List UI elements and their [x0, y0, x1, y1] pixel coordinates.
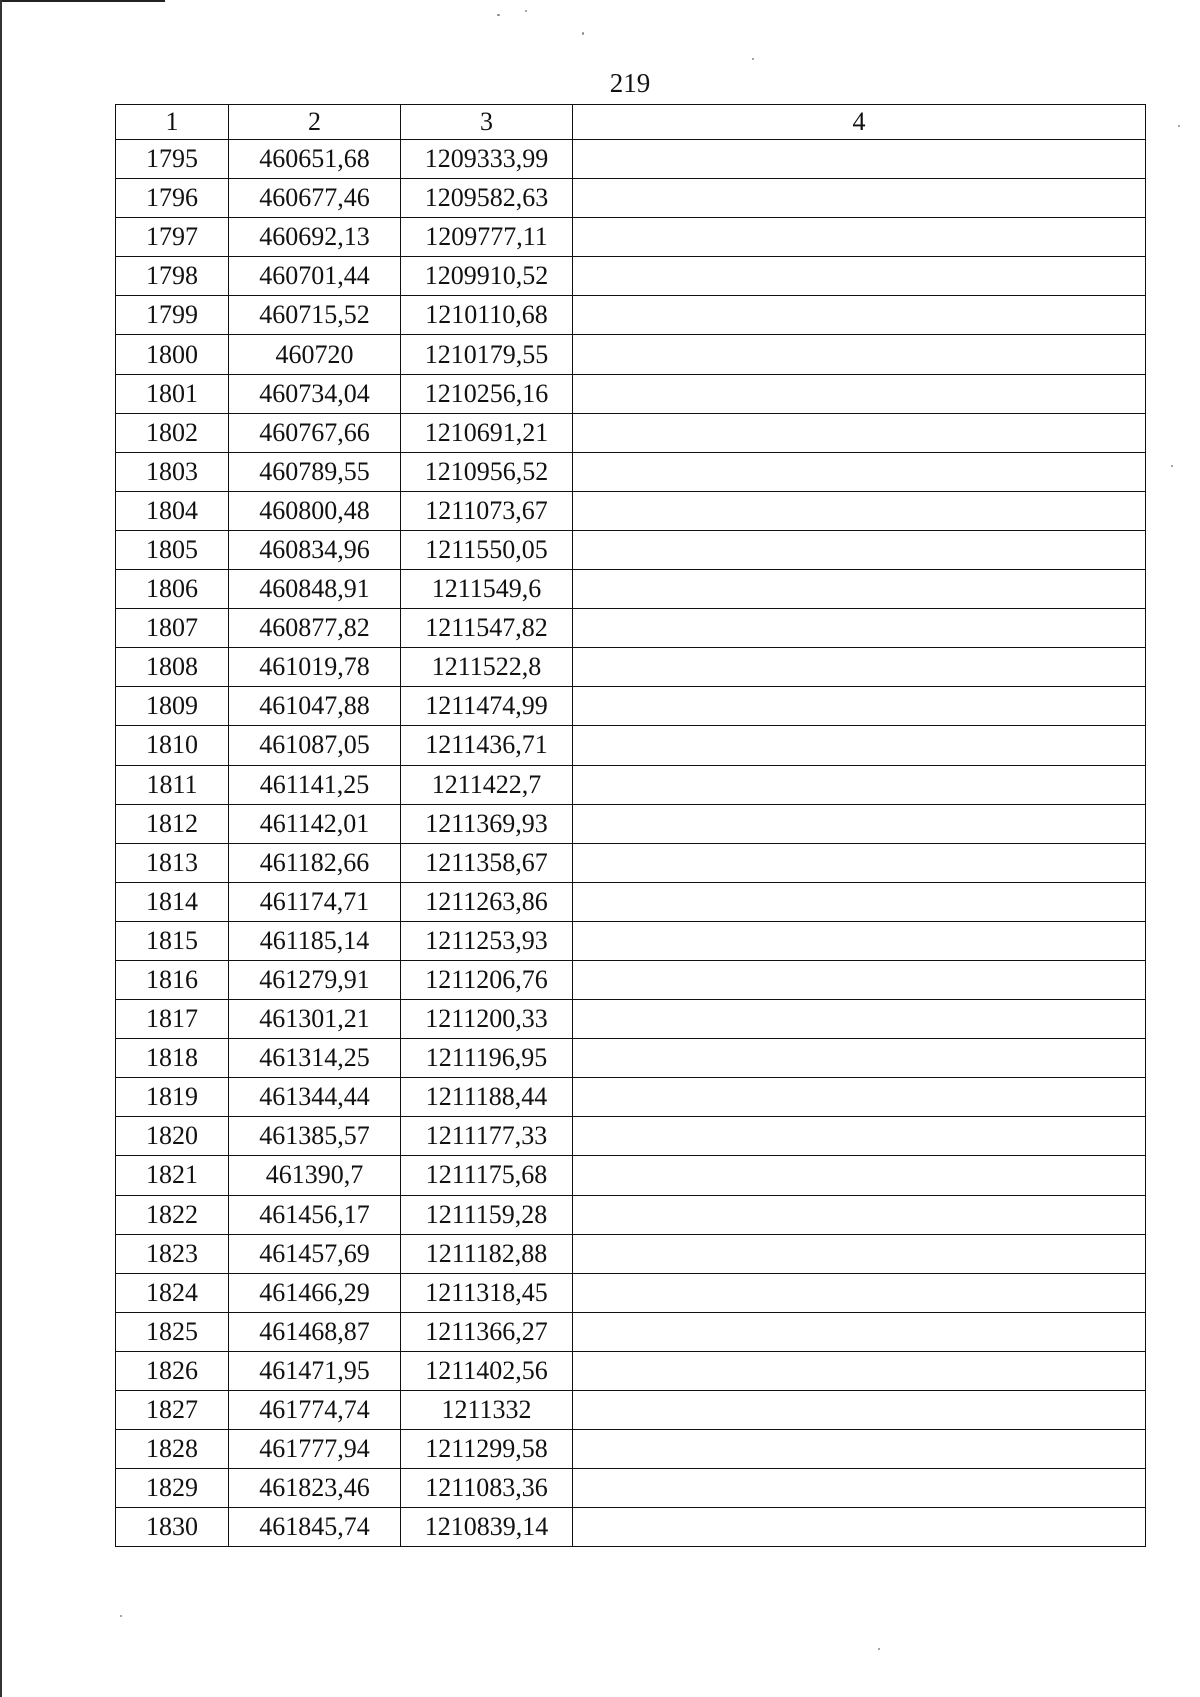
- table-cell: 1805: [116, 530, 229, 569]
- table-cell: 1211332: [401, 1391, 573, 1430]
- table-cell: 1819: [116, 1078, 229, 1117]
- table-row: [116, 1469, 1146, 1508]
- table-row: [116, 882, 1146, 921]
- table-cell: 1210256,16: [401, 374, 573, 413]
- table-cell: 461019,78: [229, 648, 401, 687]
- table-cell: 460877,82: [229, 609, 401, 648]
- table-cell: 1802: [116, 413, 229, 452]
- table-cell: 461466,29: [229, 1273, 401, 1312]
- table-cell: 1211547,82: [401, 609, 573, 648]
- table-row: [116, 452, 1146, 491]
- column-header: 3: [401, 105, 573, 140]
- table-header-row: [116, 105, 1146, 140]
- table-cell: 1824: [116, 1273, 229, 1312]
- table-row: [116, 530, 1146, 569]
- table-cell: [573, 1391, 1146, 1430]
- table-row: [116, 1273, 1146, 1312]
- table-cell: 461468,87: [229, 1312, 401, 1351]
- table-cell: 461301,21: [229, 1000, 401, 1039]
- table-cell: 1211369,93: [401, 804, 573, 843]
- table-row: [116, 1039, 1146, 1078]
- table-cell: [573, 1312, 1146, 1351]
- table-cell: 1211200,33: [401, 1000, 573, 1039]
- table-cell: [573, 1351, 1146, 1390]
- table-cell: [573, 374, 1146, 413]
- table-row: [116, 1430, 1146, 1469]
- table-row: [116, 1117, 1146, 1156]
- table-cell: 1211083,36: [401, 1469, 573, 1508]
- table-cell: [573, 1078, 1146, 1117]
- page-number: 219: [609, 68, 651, 98]
- table-cell: [573, 257, 1146, 296]
- table-row: [116, 1000, 1146, 1039]
- table-cell: 1211253,93: [401, 921, 573, 960]
- table-cell: 461087,05: [229, 726, 401, 765]
- table-cell: 1810: [116, 726, 229, 765]
- table-cell: 1211366,27: [401, 1312, 573, 1351]
- table-cell: [573, 687, 1146, 726]
- table-row: [116, 179, 1146, 218]
- table-cell: 1211550,05: [401, 530, 573, 569]
- table-cell: 461777,94: [229, 1430, 401, 1469]
- table-cell: 1817: [116, 1000, 229, 1039]
- table-cell: 461774,74: [229, 1391, 401, 1430]
- table-cell: 461185,14: [229, 921, 401, 960]
- table-cell: 1816: [116, 960, 229, 999]
- table-row: [116, 570, 1146, 609]
- scan-speck: [120, 1615, 122, 1617]
- scan-speck: [525, 10, 527, 12]
- table-row: [116, 374, 1146, 413]
- table-cell: 1211474,99: [401, 687, 573, 726]
- table-cell: [573, 1039, 1146, 1078]
- table-cell: 1828: [116, 1430, 229, 1469]
- table-cell: 1210179,55: [401, 335, 573, 374]
- table-cell: 461047,88: [229, 687, 401, 726]
- table-cell: 1211159,28: [401, 1195, 573, 1234]
- table-row: [116, 609, 1146, 648]
- table-cell: 461141,25: [229, 765, 401, 804]
- table-cell: [573, 1469, 1146, 1508]
- table-cell: 1209582,63: [401, 179, 573, 218]
- table-cell: [573, 1000, 1146, 1039]
- table-cell: 1210956,52: [401, 452, 573, 491]
- table-row: [116, 491, 1146, 530]
- table-cell: [573, 1508, 1146, 1547]
- table-cell: [573, 1430, 1146, 1469]
- column-header: 4: [573, 105, 1146, 140]
- table-cell: 461174,71: [229, 882, 401, 921]
- scan-speck: [497, 14, 500, 16]
- table-cell: 461457,69: [229, 1234, 401, 1273]
- table-cell: [573, 1234, 1146, 1273]
- coordinates-table: [115, 104, 1146, 1547]
- table-cell: 1211318,45: [401, 1273, 573, 1312]
- table-cell: 461279,91: [229, 960, 401, 999]
- table-row: [116, 1156, 1146, 1195]
- table-row: [116, 648, 1146, 687]
- table-cell: 460701,44: [229, 257, 401, 296]
- table-cell: [573, 1156, 1146, 1195]
- table-cell: 1211549,6: [401, 570, 573, 609]
- table-cell: 461845,74: [229, 1508, 401, 1547]
- table-cell: [573, 921, 1146, 960]
- scan-speck: [878, 1648, 880, 1650]
- table-cell: 1211263,86: [401, 882, 573, 921]
- table-cell: 1211206,76: [401, 960, 573, 999]
- scan-edge-top: [0, 0, 165, 2]
- table-cell: 1211522,8: [401, 648, 573, 687]
- table-cell: [573, 530, 1146, 569]
- table-row: [116, 1391, 1146, 1430]
- table-cell: 1211436,71: [401, 726, 573, 765]
- table-row: [116, 1078, 1146, 1117]
- scan-speck: [752, 58, 754, 60]
- table-cell: 1210110,68: [401, 296, 573, 335]
- table-cell: 1795: [116, 140, 229, 179]
- table-cell: 461314,25: [229, 1039, 401, 1078]
- table-cell: 461823,46: [229, 1469, 401, 1508]
- table-row: [116, 960, 1146, 999]
- table-row: [116, 1351, 1146, 1390]
- table-row: [116, 1234, 1146, 1273]
- table-cell: 1211299,58: [401, 1430, 573, 1469]
- table-cell: 460834,96: [229, 530, 401, 569]
- table-cell: 1209333,99: [401, 140, 573, 179]
- table-cell: 1211402,56: [401, 1351, 573, 1390]
- table-cell: 1822: [116, 1195, 229, 1234]
- table-cell: 460800,48: [229, 491, 401, 530]
- table-cell: 1827: [116, 1391, 229, 1430]
- table-cell: 1803: [116, 452, 229, 491]
- table-cell: 1210839,14: [401, 1508, 573, 1547]
- table-cell: [573, 218, 1146, 257]
- table-cell: 1815: [116, 921, 229, 960]
- table-cell: 1814: [116, 882, 229, 921]
- table-cell: [573, 1117, 1146, 1156]
- table-row: [116, 413, 1146, 452]
- table-cell: 460677,46: [229, 179, 401, 218]
- table-cell: 1829: [116, 1469, 229, 1508]
- table-cell: 1801: [116, 374, 229, 413]
- table-cell: 1209910,52: [401, 257, 573, 296]
- table-row: [116, 296, 1146, 335]
- table-cell: [573, 140, 1146, 179]
- table-cell: 1825: [116, 1312, 229, 1351]
- table-cell: [573, 882, 1146, 921]
- table-cell: 1211188,44: [401, 1078, 573, 1117]
- table-cell: [573, 804, 1146, 843]
- table-cell: 1211358,67: [401, 843, 573, 882]
- table-cell: [573, 960, 1146, 999]
- table-cell: 1211196,95: [401, 1039, 573, 1078]
- table-row: [116, 726, 1146, 765]
- table-cell: 1797: [116, 218, 229, 257]
- table-cell: 1813: [116, 843, 229, 882]
- table-cell: 460734,04: [229, 374, 401, 413]
- table-cell: [573, 452, 1146, 491]
- scan-speck: [1178, 125, 1180, 127]
- table-row: [116, 257, 1146, 296]
- table-row: [116, 218, 1146, 257]
- table-cell: [573, 491, 1146, 530]
- table-cell: 1210691,21: [401, 413, 573, 452]
- table-cell: 460715,52: [229, 296, 401, 335]
- table-cell: 461471,95: [229, 1351, 401, 1390]
- table-cell: [573, 843, 1146, 882]
- table-cell: [573, 413, 1146, 452]
- table-cell: [573, 609, 1146, 648]
- table-row: [116, 765, 1146, 804]
- column-header: 2: [229, 105, 401, 140]
- table-cell: [573, 648, 1146, 687]
- table-cell: 1211422,7: [401, 765, 573, 804]
- table-row: [116, 1195, 1146, 1234]
- table-cell: 1830: [116, 1508, 229, 1547]
- table-cell: 460720: [229, 335, 401, 374]
- table-cell: 1821: [116, 1156, 229, 1195]
- table-cell: 1804: [116, 491, 229, 530]
- table-cell: [573, 1195, 1146, 1234]
- table-cell: 1798: [116, 257, 229, 296]
- table-cell: 461390,7: [229, 1156, 401, 1195]
- table-cell: 1811: [116, 765, 229, 804]
- table-row: [116, 1312, 1146, 1351]
- table-cell: 1800: [116, 335, 229, 374]
- table-cell: 461142,01: [229, 804, 401, 843]
- column-header: 1: [116, 105, 229, 140]
- table-cell: 1812: [116, 804, 229, 843]
- table-cell: 1808: [116, 648, 229, 687]
- table-cell: 1806: [116, 570, 229, 609]
- table-row: [116, 804, 1146, 843]
- table-row: [116, 335, 1146, 374]
- table-cell: 460789,55: [229, 452, 401, 491]
- table-row: [116, 687, 1146, 726]
- scan-edge-left: [0, 0, 2, 1697]
- table-cell: 1799: [116, 296, 229, 335]
- scan-speck: [582, 32, 584, 35]
- table-cell: 461385,57: [229, 1117, 401, 1156]
- table-cell: 461456,17: [229, 1195, 401, 1234]
- table-cell: 1796: [116, 179, 229, 218]
- table-cell: [573, 179, 1146, 218]
- table-cell: [573, 1273, 1146, 1312]
- table-cell: 461182,66: [229, 843, 401, 882]
- table-cell: [573, 765, 1146, 804]
- table-cell: 1211177,33: [401, 1117, 573, 1156]
- table-cell: 461344,44: [229, 1078, 401, 1117]
- table-cell: 460651,68: [229, 140, 401, 179]
- table-cell: [573, 296, 1146, 335]
- table-cell: 1823: [116, 1234, 229, 1273]
- table-cell: 1209777,11: [401, 218, 573, 257]
- table-cell: 1807: [116, 609, 229, 648]
- table-row: [116, 843, 1146, 882]
- table-cell: [573, 335, 1146, 374]
- table-row: [116, 921, 1146, 960]
- table-cell: [573, 726, 1146, 765]
- table-cell: 1211073,67: [401, 491, 573, 530]
- table-cell: 1809: [116, 687, 229, 726]
- scan-speck: [1171, 465, 1173, 467]
- table-cell: 460692,13: [229, 218, 401, 257]
- table-cell: 1818: [116, 1039, 229, 1078]
- table-cell: 1211182,88: [401, 1234, 573, 1273]
- table-cell: 1211175,68: [401, 1156, 573, 1195]
- table-cell: 1826: [116, 1351, 229, 1390]
- table-cell: 1820: [116, 1117, 229, 1156]
- table-cell: 460848,91: [229, 570, 401, 609]
- table-cell: 460767,66: [229, 413, 401, 452]
- table-row: [116, 1508, 1146, 1547]
- table-cell: [573, 570, 1146, 609]
- table-row: [116, 140, 1146, 179]
